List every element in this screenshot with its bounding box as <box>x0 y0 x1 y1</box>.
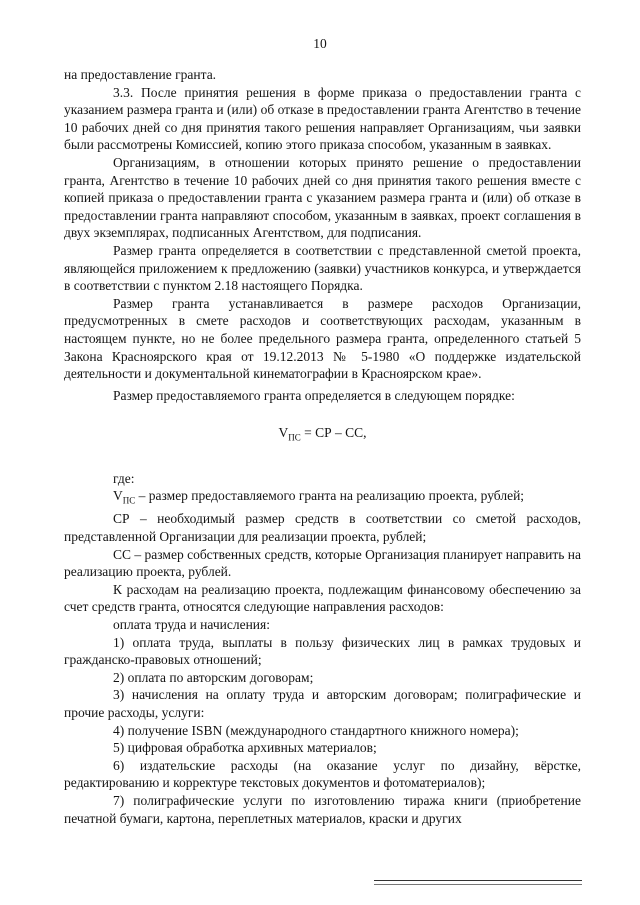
paragraph-grant-size: Размер гранта определяется в соответствии с представленной сметой проекта, являющейся приложением к предложению (заявки) участников конкурса, и утверждается в соответствии с пунктом 2.18 настоящего Порядка. <box>64 242 581 294</box>
def-v-subscript: ПС <box>122 495 136 506</box>
footer-rule <box>374 880 582 881</box>
list-heading-labor: оплата труда и начисления: <box>113 617 270 632</box>
list-item-1: 1) оплата труда, выплаты в пользу физических лиц в рамках трудовых и гражданско-правовых отношений; <box>64 634 581 668</box>
grant-formula <box>64 424 581 447</box>
list-item-7: 7) полиграфические услуги по изготовлению тиража книги (приобретение печатной бумаги, картона, переплетных материалов, краски и других <box>64 792 581 826</box>
paragraph-expense-types: К расходам на реализацию проекта, подлежащим финансовому обеспечению за счет средств гранта, относятся следующие направления расходов: <box>64 581 581 615</box>
paragraph-organizations: Организациям, в отношении которых принято решение о предоставлении гранта, Агентство в течение 10 рабочих дней со дня принятия такого решения вместе с копией приказа о предоставлении гранта с указанием размера гранта и (или) об отказе в предоставлении гранта направляют способом, указанным в заявках, проект соглашения в двух экземплярах, подписанных Агентством, для подписания. <box>64 154 581 241</box>
paragraph-calc-order: Размер предоставляемого гранта определяется в следующем порядке: <box>113 387 515 403</box>
list-item-3: 3) начисления на оплату труда и авторским договорам; полиграфические и прочие расходы, услуги: <box>64 687 581 720</box>
formula-subscript: ПС <box>288 432 301 443</box>
definition-v <box>64 487 581 510</box>
def-v-text: – размер предоставляемого гранта на реализацию проекта, рублей; <box>135 488 525 504</box>
paragraph-grant-limit: Размер гранта устанавливается в размере расходов Организации, предусмотренных в смете расходов и соответствующих расходам, указанным в настоящем пункте, но не более предельного размера гранта, определенного статьей 5 Закона Красноярского края от 19.12.2013 № 5-1980 «О поддержке издательской деятельности и документальной кинематографии в Красноярском крае». <box>64 295 581 382</box>
definition-cc: СС – размер собственных средств, которые Организация планирует направить на реализацию проекта, рублей. <box>64 546 581 580</box>
formula-expression: = СР – СС, <box>300 425 367 441</box>
page-number: 10 <box>313 36 327 51</box>
paragraph-3-3: 3.3. После принятия решения в форме приказа о предоставлении гранта с указанием размера гранта и (или) об отказе в предоставлении гранта Агентство в течение 10 рабочих дней со дня принятия такого решения направляет Организациям, чьи заявки были рассмотрены Комиссией, копию этого приказа способом, указанным в заявках. <box>64 84 581 153</box>
definition-cp: СР – необходимый размер средств в соответствии со сметой расходов, представленной Организации для реализации проекта, рублей; <box>64 511 581 545</box>
list-item-2: 2) оплата по авторским договорам; <box>113 669 314 685</box>
list-item-6: 6) издательские расходы (на оказание услуг по дизайну, вёрстке, редактированию и корректуре текстовых документов и фотоматериалов); <box>64 757 581 791</box>
formula-v: V <box>278 425 289 441</box>
where-label: где: <box>113 470 135 486</box>
list-item-5: 5) цифровая обработка архивных материалов; <box>113 740 377 756</box>
paragraph-continuation: на предоставление гранта. <box>64 67 217 82</box>
document-body <box>64 66 581 827</box>
footer-rule-secondary <box>374 884 582 885</box>
def-v-letter: V <box>113 488 123 504</box>
list-item-4: 4) получение ISBN (международного стандартного книжного номера); <box>113 722 519 738</box>
